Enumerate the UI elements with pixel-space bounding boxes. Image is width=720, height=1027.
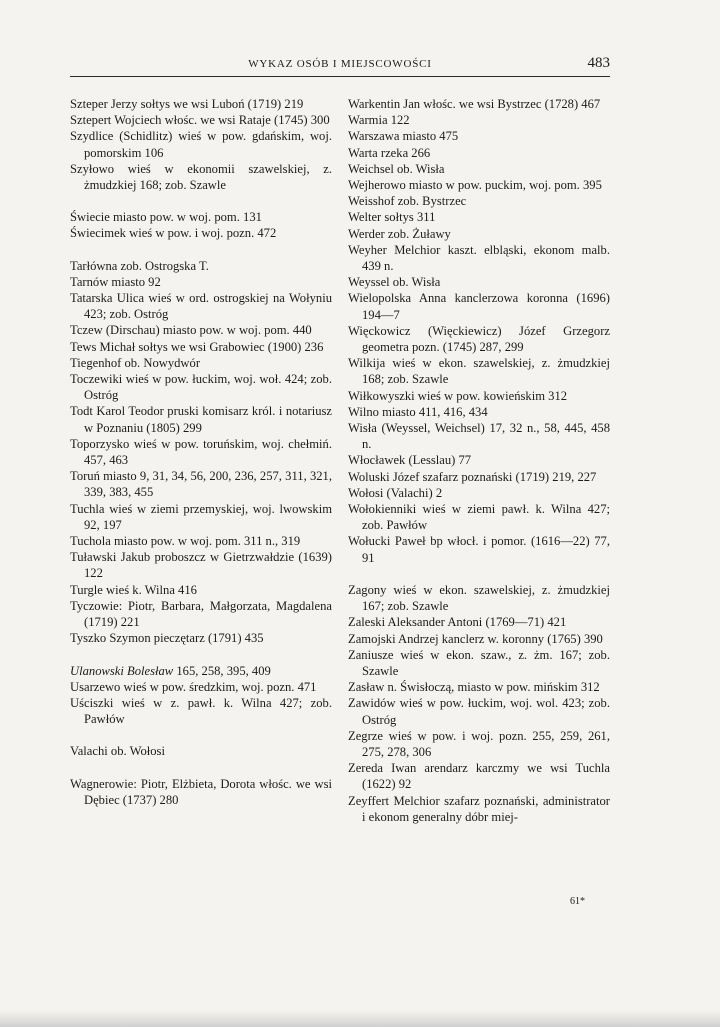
index-entry: Uściszki wieś w z. pawł. k. Wilna 427; zob. Pawłów — [70, 695, 332, 727]
index-entry: Szydlice (Schidlitz) wieś w pow. gdańskim, woj. pomorskim 106 — [70, 129, 332, 160]
scan-bottom-edge — [0, 1010, 720, 1027]
page-number: 483 — [587, 55, 610, 71]
index-entry: Zaniusze wieś w ekon. szaw., z. żm. 167; zob. Szawle — [348, 647, 610, 678]
index-entry: Woluski Józef szafarz poznański (1719) 219, 227 — [348, 469, 597, 484]
index-entry: Zeyffert Melchior szafarz poznański, administrator i ekonom generalny dóbr miej- — [348, 793, 610, 824]
index-entry: Sztepert Wojciech włośc. we wsi Rataje (1745) 300 — [70, 113, 330, 128]
printer-signature-mark: 61* — [570, 896, 585, 907]
index-entry: Zamojski Andrzej kanclerz w. koronny (1765) 390 — [348, 631, 603, 646]
index-entry: Tuchla wieś w ziemi przemyskiej, woj. lwowskim 92, 197 — [70, 501, 332, 532]
index-entry: Wisła (Weyssel, Weichsel) 17, 32 n., 58, 445, 458 n. — [348, 421, 610, 452]
index-entry: Wagnerowie: Piotr, Elżbieta, Dorota włośc. we wsi Dębiec (1737) 280 — [70, 776, 332, 807]
index-entry: Świecie miasto pow. w woj. pom. 131 — [70, 210, 262, 225]
index-entry: Zasław n. Świsłoczą, miasto w pow. mińskim 312 — [348, 680, 600, 695]
index-entry: Tyszko Szymon pieczętarz (1791) 435 — [70, 631, 264, 646]
index-entry: Wołosi (Valachi) 2 — [348, 485, 443, 500]
index-entry: Wołucki Paweł bp włocł. i pomor. (1616—22) 77, 91 — [348, 534, 610, 565]
section-gap — [348, 566, 610, 582]
section-gap — [70, 193, 332, 209]
index-entry: Valachi ob. Wołosi — [70, 744, 165, 759]
index-entry: Warta rzeka 266 — [348, 145, 431, 160]
index-entry: Szteper Jerzy sołtys we wsi Luboń (1719) 219 — [70, 97, 304, 111]
index-entry: Weyher Melchior kaszt. elbląski, ekonom malb. 439 n. — [348, 242, 610, 274]
index-column-left — [70, 96, 332, 808]
index-entry: Toczewiki wieś w pow. łuckim, woj. woł. 424; zob. Ostróg — [70, 372, 332, 403]
index-entry: Warkentin Jan włośc. we wsi Bystrzec (1728) 467 — [348, 97, 601, 111]
section-gap — [70, 647, 332, 663]
index-entry: Zagony wieś w ekon. szawelskiej, z. żmudzkiej 167; zob. Szawle — [348, 582, 610, 614]
index-entry: Zegrze wieś w pow. i woj. pozn. 255, 259, 261, 275, 278, 306 — [348, 728, 610, 759]
index-column-right — [348, 96, 610, 825]
index-entry: Świecimek wieś w pow. i woj. pozn. 472 — [70, 226, 277, 241]
index-entry: Toruń miasto 9, 31, 34, 56, 200, 236, 257, 311, 321, 339, 383, 455 — [70, 469, 332, 500]
index-entry: Zawidów wieś w pow. łuckim, woj. wol. 423; zob. Ostróg — [348, 696, 610, 727]
index-entry: Usarzewo wieś w pow. średzkim, woj. pozn. 471 — [70, 679, 317, 694]
index-entry: Tarnów miasto 92 — [70, 274, 161, 289]
index-entry: Weichsel ob. Wisła — [348, 161, 445, 176]
index-entry: Włocławek (Lesslau) 77 — [348, 453, 472, 468]
section-gap — [70, 727, 332, 743]
index-entry: Tarłówna zob. Ostrogska T. — [70, 258, 209, 273]
index-entry: Welter sołtys 311 — [348, 210, 436, 225]
index-entry: Toporzysko wieś w pow. toruńskim, woj. chełmiń. 457, 463 — [70, 436, 332, 468]
index-entry: Werder zob. Żuławy — [348, 226, 451, 241]
section-gap — [70, 760, 332, 776]
index-entry: Tatarska Ulica wieś w ord. ostrogskiej na Wołyniu 423; zob. Ostróg — [70, 291, 332, 322]
index-entry: Wiłkowyszki wieś w pow. kowieńskim 312 — [348, 388, 568, 403]
index-entry: Tiegenhof ob. Nowydwór — [70, 355, 201, 370]
index-entry: Szyłowo wieś w ekonomii szawelskiej, z. żmudzkiej 168; zob. Szawle — [70, 161, 332, 193]
index-entry: Tczew (Dirschau) miasto pow. w woj. pom. 440 — [70, 323, 312, 338]
index-entry: Wołokienniki wieś w ziemi pawł. k. Wilna 427; zob. Pawłów — [348, 502, 610, 533]
index-entry: Tuławski Jakub proboszcz w Gietrzwałdzie (1639) 122 — [70, 550, 332, 581]
section-gap — [70, 242, 332, 258]
index-entry — [70, 663, 332, 679]
index-entry-italic-name: Ulanowski Bolesław — [70, 663, 174, 678]
index-entry-refs: 165, 258, 395, 409 — [173, 663, 271, 678]
index-entry: Warmia 122 — [348, 113, 410, 128]
index-entry: Zaleski Aleksander Antoni (1769—71) 421 — [348, 615, 567, 630]
index-entry: Warszawa miasto 475 — [348, 129, 459, 144]
index-entry: Weisshof zob. Bystrzec — [348, 194, 467, 209]
header-title: WYKAZ OSÓB I MIEJSCOWOŚCI — [248, 58, 432, 70]
index-entry: Weyssel ob. Wisła — [348, 275, 441, 290]
index-entry: Wielopolska Anna kanclerzowa koronna (1696) 194—7 — [348, 291, 610, 322]
running-header — [70, 55, 610, 82]
index-entry: Więckowicz (Więckiewicz) Józef Grzegorz geometra pozn. (1745) 287, 299 — [348, 323, 610, 355]
index-entry: Wilkija wieś w ekon. szawelskiej, z. żmudzkiej 168; zob. Szawle — [348, 356, 610, 387]
index-entry: Tyczowie: Piotr, Barbara, Małgorzata, Magdalena (1719) 221 — [70, 598, 332, 630]
header-rule — [70, 76, 610, 77]
index-entry: Tuchola miasto pow. w woj. pom. 311 n., 319 — [70, 534, 301, 549]
index-entry: Turgle wieś k. Wilna 416 — [70, 582, 197, 597]
index-entry: Wejherowo miasto w pow. puckim, woj. pom. 395 — [348, 178, 602, 193]
index-entry: Zereda Iwan arendarz karczmy we wsi Tuchla (1622) 92 — [348, 761, 610, 792]
index-entry: Todt Karol Teodor pruski komisarz król. i notariusz w Poznaniu (1805) 299 — [70, 404, 332, 435]
index-entry: Wilno miasto 411, 416, 434 — [348, 404, 488, 419]
index-entry: Tews Michał sołtys we wsi Grabowiec (1900) 236 — [70, 339, 324, 354]
